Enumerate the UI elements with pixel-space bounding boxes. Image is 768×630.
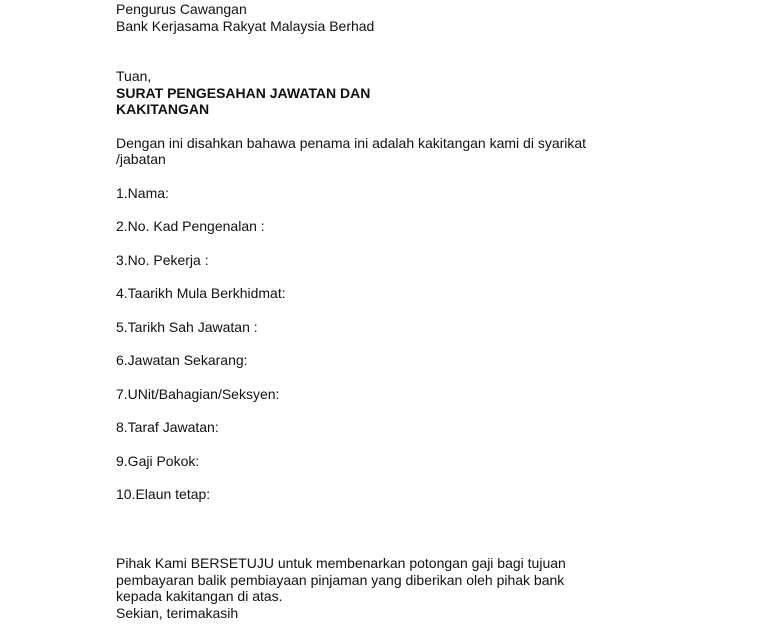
spacer [116,118,756,135]
spacer [116,34,756,68]
recipient-title: Pengurus Cawangan [116,1,247,17]
subject-heading-line2: KAKITANGAN [116,101,210,118]
spacer [116,168,756,185]
agreement-line2: pembayaran balik pembiayaan pinjaman yang diberikan oleh pihak bank [116,571,565,588]
field-confirmation-date: 5.Tarikh Sah Jawatan : [116,318,258,335]
agreement-line3: kepada kakitangan di atas. [116,588,283,605]
field-unit-section: 7.UNit/Bahagian/Seksyen: [116,385,280,402]
agreement-block [116,555,756,622]
salutation: Tuan, [116,67,152,84]
subject-heading-line1: SURAT PENGESAHAN JAWATAN DAN [116,84,371,101]
intro-line1: Dengan ini disahkan bahawa penama ini adalah kakitangan kami di syarikat [116,134,587,151]
field-current-position: 6.Jawatan Sekarang: [116,352,248,369]
letter-body [116,1,756,520]
field-ic-number: 2.No. Kad Pengenalan : [116,218,265,235]
field-employee-number: 3.No. Pekerja : [116,251,209,268]
field-start-date: 4.Taarikh Mula Berkhidmat: [116,285,286,302]
intro-line2: /jabatan [116,151,166,168]
field-name: 1.Nama: [116,184,169,201]
field-list [116,185,756,520]
closing-remark: Sekian, terimakasih [116,605,239,622]
recipient-organization: Bank Kerjasama Rakyat Malaysia Berhad [116,17,375,34]
field-basic-salary: 9.Gaji Pokok: [116,452,200,469]
field-position-status: 8.Taraf Jawatan: [116,419,219,436]
field-fixed-allowance: 10.Elaun tetap: [116,486,211,503]
agreement-line1: Pihak Kami BERSETUJU untuk membenarkan potongan gaji bagi tujuan [116,555,566,571]
